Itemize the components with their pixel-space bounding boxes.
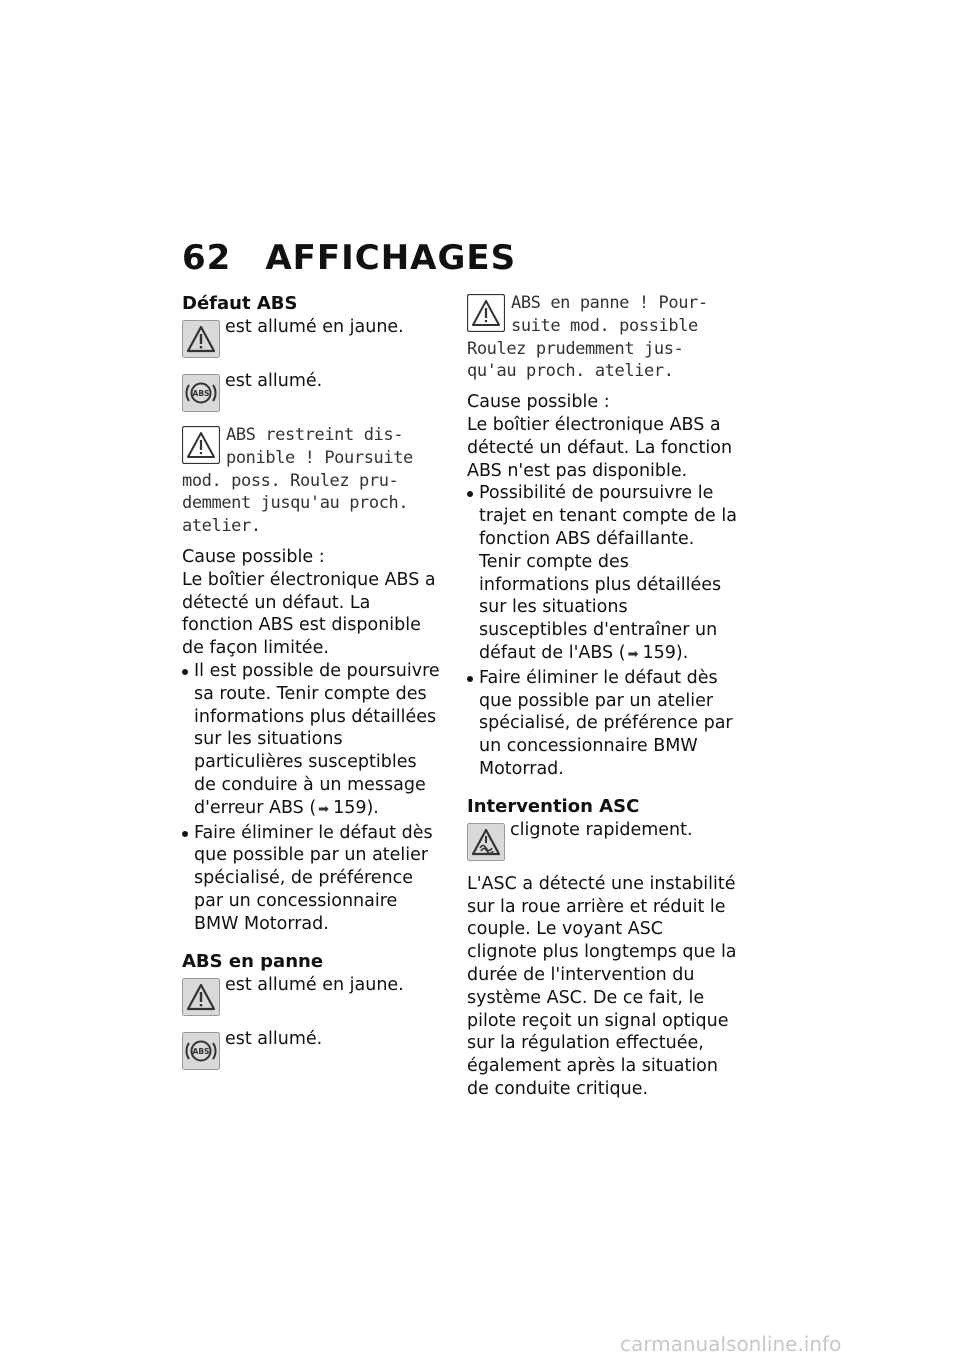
indicator-row [182, 1028, 444, 1070]
message-line: qu'au proch. atelier. [467, 361, 674, 382]
warning-triangle-icon [182, 426, 220, 464]
list-item [182, 822, 444, 936]
cause-text: Le boîtier électronique ABS a détecté un défaut. La fonction ABS n'est pas disponible. [467, 414, 733, 481]
list-item [467, 482, 737, 666]
section-title-abs-failure: ABS en panne [182, 950, 324, 972]
message-line: suite mod. possible [511, 315, 698, 336]
display-message [467, 292, 737, 383]
asc-icon [467, 823, 505, 861]
abs-icon [182, 374, 220, 412]
indicator-text: est allumé en jaune. [225, 974, 404, 995]
warning-triangle-icon [467, 294, 505, 332]
list-item-text: Il est possible de poursuivre sa route. Tenir compte des informations plus détaillées sur les situations particulières susceptibles de conduire à un message d'erreur ABS ( [194, 660, 440, 818]
message-line: Roulez prudemment jus- [467, 338, 684, 359]
page-number: 62 [182, 238, 232, 278]
message-line: ABS restreint dis- [226, 425, 404, 445]
section-title-asc-intervention: Intervention ASC [467, 795, 640, 817]
list-item-text: Possibilité de poursuivre le trajet en tenant compte de la fonction ABS défaillante. Tenir compte des informations plus détaillées sur les situations susceptibles d'entraîner un défaut de l'ABS ( [479, 483, 737, 663]
section-title-abs-fault: Défaut ABS [182, 293, 298, 314]
indicator-text: est allumé. [225, 371, 323, 391]
page-ref: 159). [642, 642, 689, 663]
svg-text:ABS: ABS [192, 1046, 210, 1056]
cause-text: Le boîtier électronique ABS a détecté un défaut. La fonction ABS est disponible de façon limitée. [182, 569, 436, 659]
warning-triangle-icon [182, 320, 220, 358]
list-item [467, 667, 737, 781]
message-line: demment jusqu'au proch. [182, 493, 409, 514]
indicator-row [182, 974, 444, 1016]
page-header [182, 238, 516, 278]
indicator-text: est allumé. [225, 1028, 323, 1049]
arrow-ref-icon: ➡ [627, 646, 639, 662]
action-list [182, 660, 444, 936]
list-item-text: Faire éliminer le défaut dès que possible par un atelier spécialisé, de préférence par un concessionnaire BMW Motorrad. [194, 822, 433, 934]
list-item-text: Faire éliminer le défaut dès que possible par un atelier spécialisé, de préférence par un concessionnaire BMW Motorrad. [479, 667, 733, 779]
indicator-row [182, 316, 444, 358]
indicator-text: est allumé en jaune. [225, 317, 404, 337]
indicator-text: clignote rapidement. [510, 819, 693, 840]
message-line: ponible ! Poursuite [226, 447, 413, 468]
chapter-title: AFFICHAGES [265, 238, 517, 278]
abs-icon [182, 1032, 220, 1070]
message-line: atelier. [182, 516, 261, 537]
display-message [182, 424, 444, 538]
cause-label: Cause possible : [467, 392, 610, 413]
list-item [182, 660, 444, 822]
page-ref: 159). [333, 797, 379, 818]
right-column [467, 292, 737, 1101]
indicator-row [182, 370, 444, 412]
watermark[interactable]: carmanualsonline.info [620, 1332, 842, 1356]
warning-triangle-icon [182, 978, 220, 1016]
cause-label: Cause possible : [182, 546, 325, 567]
body-text: L'ASC a détecté une instabilité sur la roue arrière et réduit le couple. Le voyant ASC clignote plus longtemps que la durée de l'intervention du système ASC. De ce fait, le pilote reçoit un signal optique sur la régulation effectuée, également après la situation de conduite critique. [467, 873, 737, 1099]
message-line: mod. poss. Roulez pru- [182, 470, 399, 491]
action-list [467, 482, 737, 780]
svg-text:ABS: ABS [192, 389, 210, 398]
message-line: ABS en panne ! Pour- [511, 293, 708, 313]
indicator-row [467, 819, 737, 861]
arrow-ref-icon: ➡ [318, 801, 330, 817]
left-column [182, 292, 444, 1070]
